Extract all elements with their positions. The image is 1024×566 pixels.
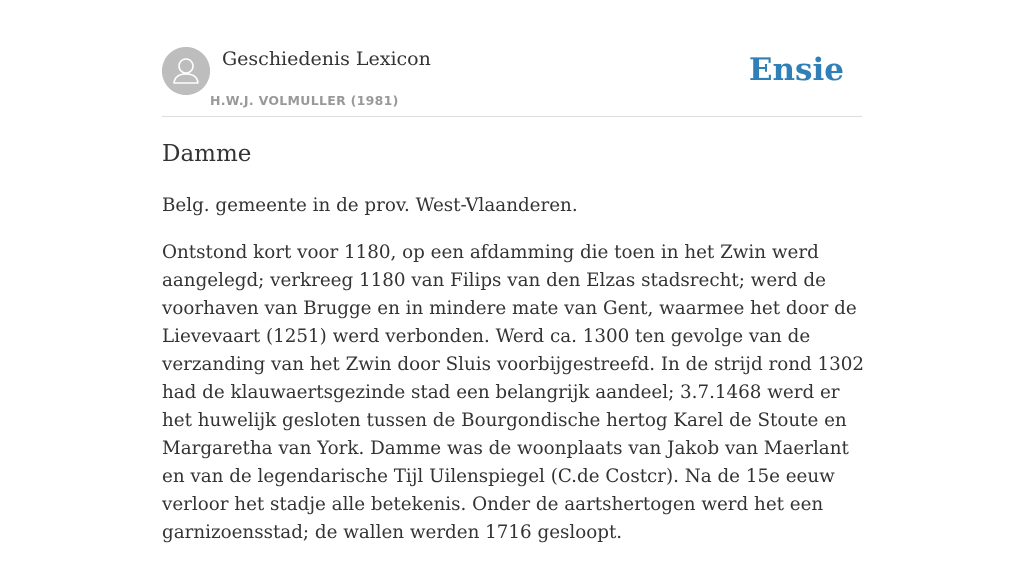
source-title[interactable]: Geschiedenis Lexicon xyxy=(222,48,431,70)
source-header xyxy=(162,47,862,117)
article-content xyxy=(162,192,868,566)
source-author[interactable]: H.W.J. VOLMULLER (1981) xyxy=(210,93,399,108)
user-icon[interactable] xyxy=(162,47,210,95)
article-paragraph: Ontstond kort voor 1180, op een afdamming die toen in het Zwin werd aangelegd; verkreeg 1180 van Filips van den Elzas stadsrecht; werd de voorhaven van Brugge en in mindere mate van Gent, waarmee het door de Lievevaart (1251) werd verbonden. Werd ca. 1300 ten gevolge van de verzanding van het Zwin door Sluis voorbijgestreefd. In de strijd rond 1302 had de klauwaertsgezinde stad een belangrijk aandeel; 3.7.1468 werd er het huwelijk gesloten tussen de Bourgondische hertog Karel de Stoute en Margaretha van York. Damme was de woonplaats van Jakob van Maerlant en van de legendarische Tijl Uilenspiegel (C.de Costcr). Na de 15e eeuw verloor het stadje alle betekenis. Onder de aartshertogen werd het een garnizoensstad; de wallen werden 1716 gesloopt. xyxy=(162,242,865,543)
article-paragraph: Belg. gemeente in de prov. West-Vlaanderen. xyxy=(162,195,578,216)
article-title: Damme xyxy=(162,141,252,167)
ensie-logo[interactable]: Ensie xyxy=(748,52,844,88)
